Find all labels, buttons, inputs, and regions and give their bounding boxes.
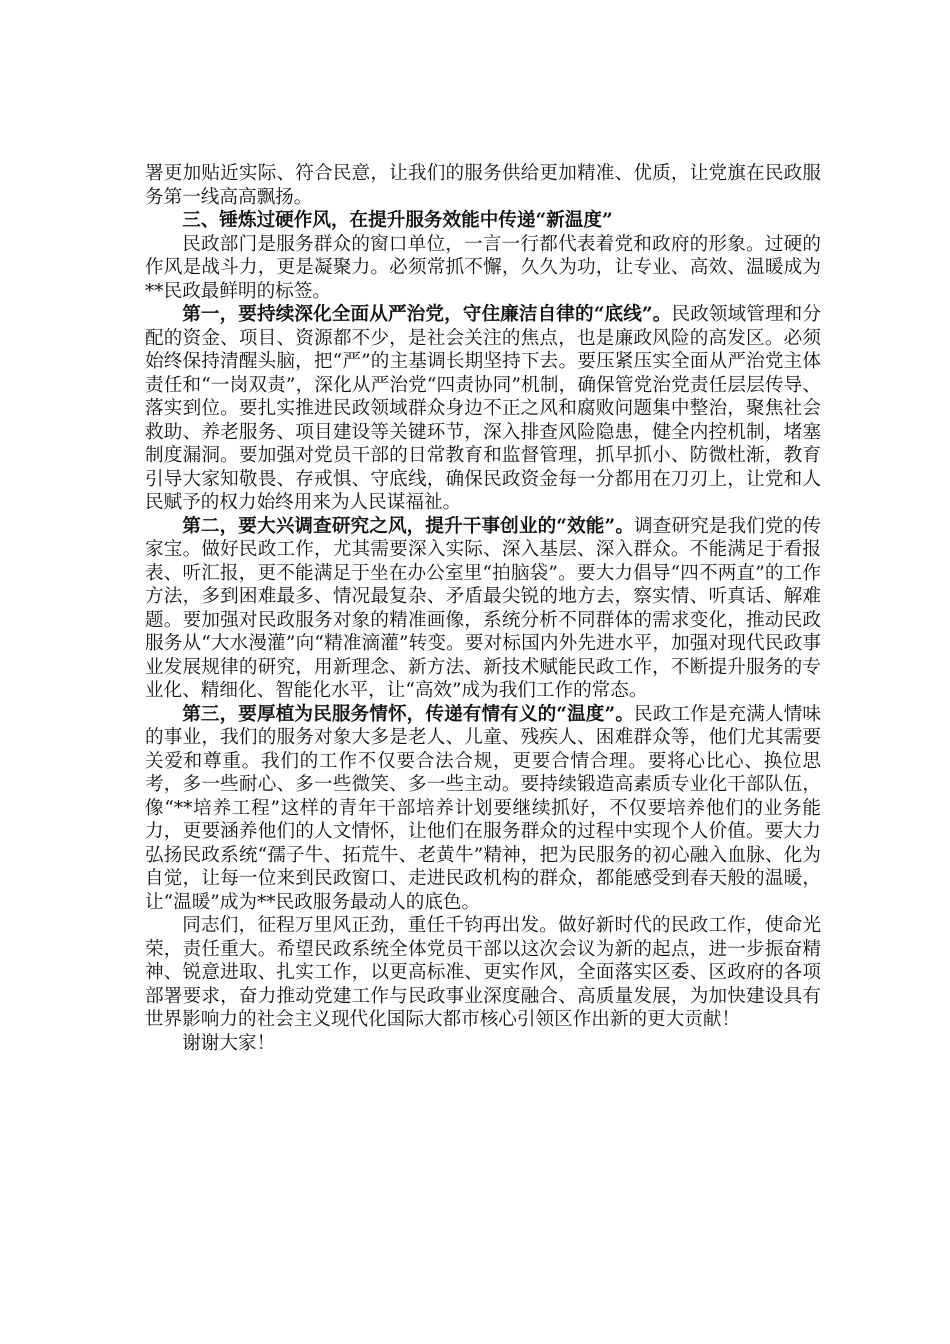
closing-paragraph: 同志们，征程万里风正劲，重任千钧再出发。做好新时代的民政工作，使命光荣，责任重大。希望民政系统全体党员干部以这次会议为新的起点，进一步振奋精神、锐意进取、扎实工作，以更高标准、更实作风，全面落实区委、区政府的各项部署要求，奋力推动党建工作与民政事业深度融合、高质量发展，为加快建设具有世界影响力的社会主义现代化国际大都市核心引领区作出新的更大贡献！ — [145, 915, 821, 1030]
continuation-paragraph: 署更加贴近实际、符合民意，让我们的服务供给更加精准、优质，让党旗在民政服务第一线高高飘扬。 — [145, 163, 821, 208]
point-1-body: 民政领域管理和分配的资金、项目、资源都不少，是社会关注的焦点，也是廉政风险的高发区。必须始终保持清醒头脑，把“严”的主基调长期坚持下去。要压紧压实全面从严治党主体责任和“一岗双责”，深化从严治党“四责协同”机制，确保管党治党责任层层传导、落实到位。要扎实推进民政领域群众身边不正之风和腐败问题集中整治，聚焦社会救助、养老服务、项目建设等关键环节，深入排查风险隐患，健全内控机制，堵塞制度漏洞。要加强对党员干部的日常教育和监督管理，抓早抓小、防微杜渐，教育引导大家知敬畏、存戒惧、守底线，确保民政资金每一分都用在刀刃上，让党和人民赋予的权力始终用来为人民谋福祉。 — [145, 304, 821, 513]
point-1-lead: 第一，要持续深化全面从严治党，守住廉洁自律的“底线”。 — [182, 304, 672, 325]
point-2-lead: 第二，要大兴调查研究之风，提升干事创业的“效能”。 — [182, 515, 635, 537]
thanks-paragraph: 谢谢大家！ — [182, 1032, 276, 1054]
section-3-heading: 三、锤炼过硬作风，在提升服务效能中传递“新温度” — [182, 210, 613, 231]
document-page — [145, 162, 821, 1055]
point-3-body: 民政工作是充满人情味的事业，我们的服务对象大多是老人、儿童、残疾人、困难群众等，他们尤其需要关爱和尊重。我们的工作不仅要合法合规，更要合情合理。要将心比心、换位思考，多一些耐心、多一些微笑、多一些主动。要持续锻造高素质专业化干部队伍，像“**培养工程”这样的青年干部培养计划要继续抓好，不仅要培养他们的业务能力，更要涵养他们的人文情怀，让他们在服务群众的过程中实现个人价值。要大力弘扬民政系统“孺子牛、拓荒牛、老黄牛”精神，把为民服务的初心融入血脉、化为自觉，让每一位来到民政窗口、走进民政机构的群众，都能感受到春天般的温暖，让“温暖”成为**民政服务最动人的底色。 — [145, 703, 821, 913]
point-3-lead: 第三，要厚植为民服务情怀，传递有情有义的“温度”。 — [182, 703, 635, 725]
point-1-paragraph — [145, 303, 821, 515]
point-2-paragraph — [145, 515, 821, 703]
section-3-intro-paragraph: 民政部门是服务群众的窗口单位，一言一行都代表着党和政府的形象。过硬的作风是战斗力，更是凝聚力。必须常抓不懈，久久为功，让专业、高效、温暖成为**民政最鲜明的标签。 — [145, 233, 821, 302]
point-3-paragraph — [145, 703, 821, 915]
point-2-body: 调查研究是我们党的传家宝。做好民政工作，尤其需要深入实际、深入基层、深入群众。不能满足于看报表、听汇报，更不能满足于坐在办公室里“拍脑袋”。要大力倡导“四不两直”的工作方法，多到困难最多、情况最复杂、矛盾最尖锐的地方去，察实情、听真话、解难题。要加强对民政服务对象的精准画像，系统分析不同群体的需求变化，推动民政服务从“大水漫灌”向“精准滴灌”转变。要对标国内外先进水平，加强对现代民政事业发展规律的研究，用新理念、新方法、新技术赋能民政工作，不断提升服务的专业化、精细化、智能化水平，让“高效”成为我们工作的常态。 — [145, 515, 821, 701]
